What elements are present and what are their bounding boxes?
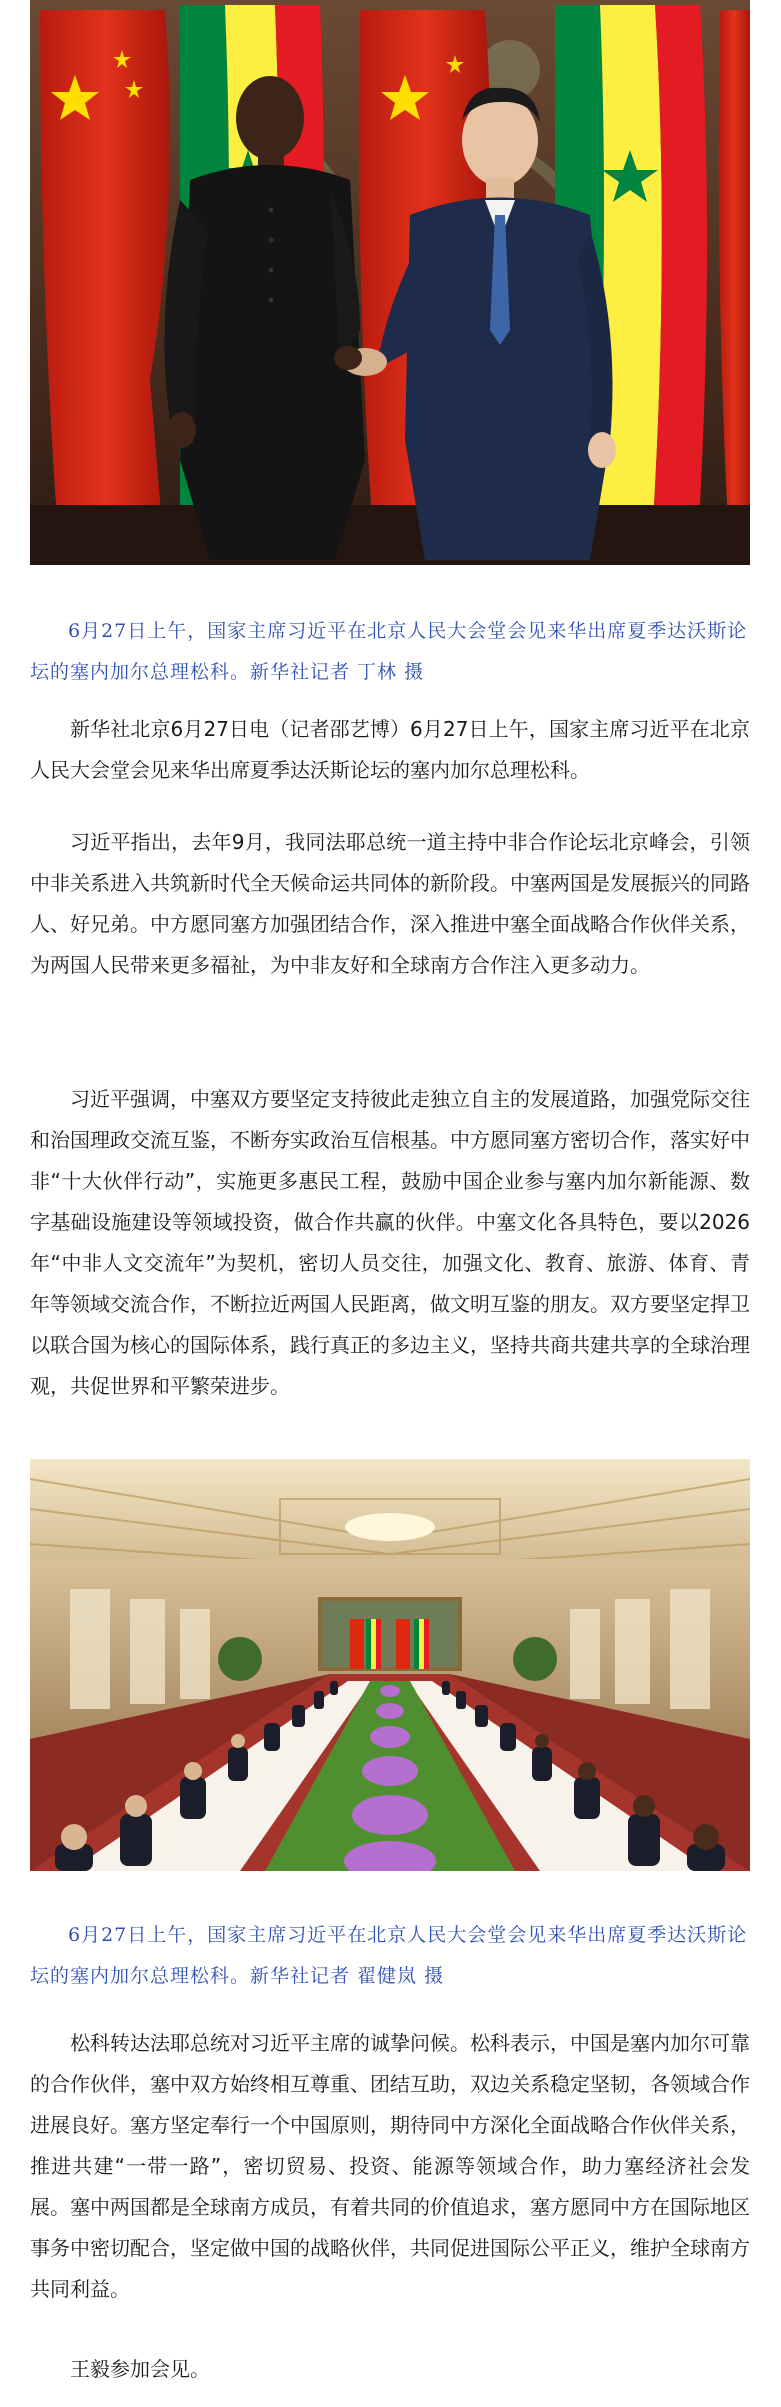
plant-right <box>513 1637 557 1681</box>
plant-left <box>218 1637 262 1681</box>
floor <box>30 505 750 565</box>
paragraph-1: 新华社北京6月27日电（记者邵艺博）6月27日上午，国家主席习近平在北京人民大会堂会见来华出席夏季达沃斯论坛的塞内加尔总理松科。 <box>30 717 750 782</box>
chandelier <box>345 1513 435 1541</box>
photo-handshake <box>30 0 750 565</box>
back-painting <box>320 1599 460 1669</box>
paragraph-4: 松科转达法耶总统对习近平主席的诚挚问候。松科表示，中国是塞内加尔可靠的合作伙伴，塞中双方始终相互尊重、团结互助，双边关系稳定坚韧，各领域合作进展良好。塞方坚定奉行一个中国原则，期待同中方深化全面战略合作伙伴关系，推进共建“一带一路”，密切贸易、投资、能源等领域合作，助力塞经济社会发展。塞中两国都是全球南方成员，有着共同的价值追求，塞方愿同中方在国际地区事务中密切配合，坚定做中国的战略伙伴，共同促进国际公平正义，维护全球南方共同利益。 <box>30 2031 750 2301</box>
photo1-caption: 6月27日上午，国家主席习近平在北京人民大会堂会见来华出席夏季达沃斯论坛的塞内加尔总理松科。新华社记者 丁林 摄 <box>30 620 748 683</box>
paragraph-2: 习近平指出，去年9月，我同法耶总统一道主持中非合作论坛北京峰会，引领中非关系进入共筑新时代全天候命运共同体的新阶段。中塞两国是发展振兴的同路人、好兄弟。中方愿同塞方加强团结合作，深入推进中塞全面战略合作伙伴关系，为两国人民带来更多福祉，为中非友好和全球南方合作注入更多动力。 <box>30 830 750 977</box>
handshake-illustration <box>30 0 750 565</box>
meeting-room-illustration <box>30 1459 750 1871</box>
photo2-caption: 6月27日上午，国家主席习近平在北京人民大会堂会见来华出席夏季达沃斯论坛的塞内加尔总理松科。新华社记者 翟健岚 摄 <box>30 1924 748 1987</box>
photo-meeting-room <box>30 1459 750 1871</box>
china-flag-left <box>40 10 170 560</box>
paragraph-3: 习近平强调，中塞双方要坚定支持彼此走独立自主的发展道路，加强党际交往和治国理政交流互鉴，不断夯实政治互信根基。中方愿同塞方密切合作，落实好中非“十大伙伴行动”，实施更多惠民工程，鼓励中国企业参与塞内加尔新能源、数字基础设施建设等领域投资，做合作共赢的伙伴。中塞文化各具特色，要以2026年“中非人文交流年”为契机，密切人员交往，加强文化、教育、旅游、体育、青年等领域交流合作，不断拉近两国人民距离，做文明互鉴的朋友。双方要坚定捍卫以联合国为核心的国际体系，践行真正的多边主义，坚持共商共建共享的全球治理观，共促世界和平繁荣进步。 <box>30 1087 750 1398</box>
paragraph-5: 王毅参加会见。 <box>70 2357 210 2381</box>
